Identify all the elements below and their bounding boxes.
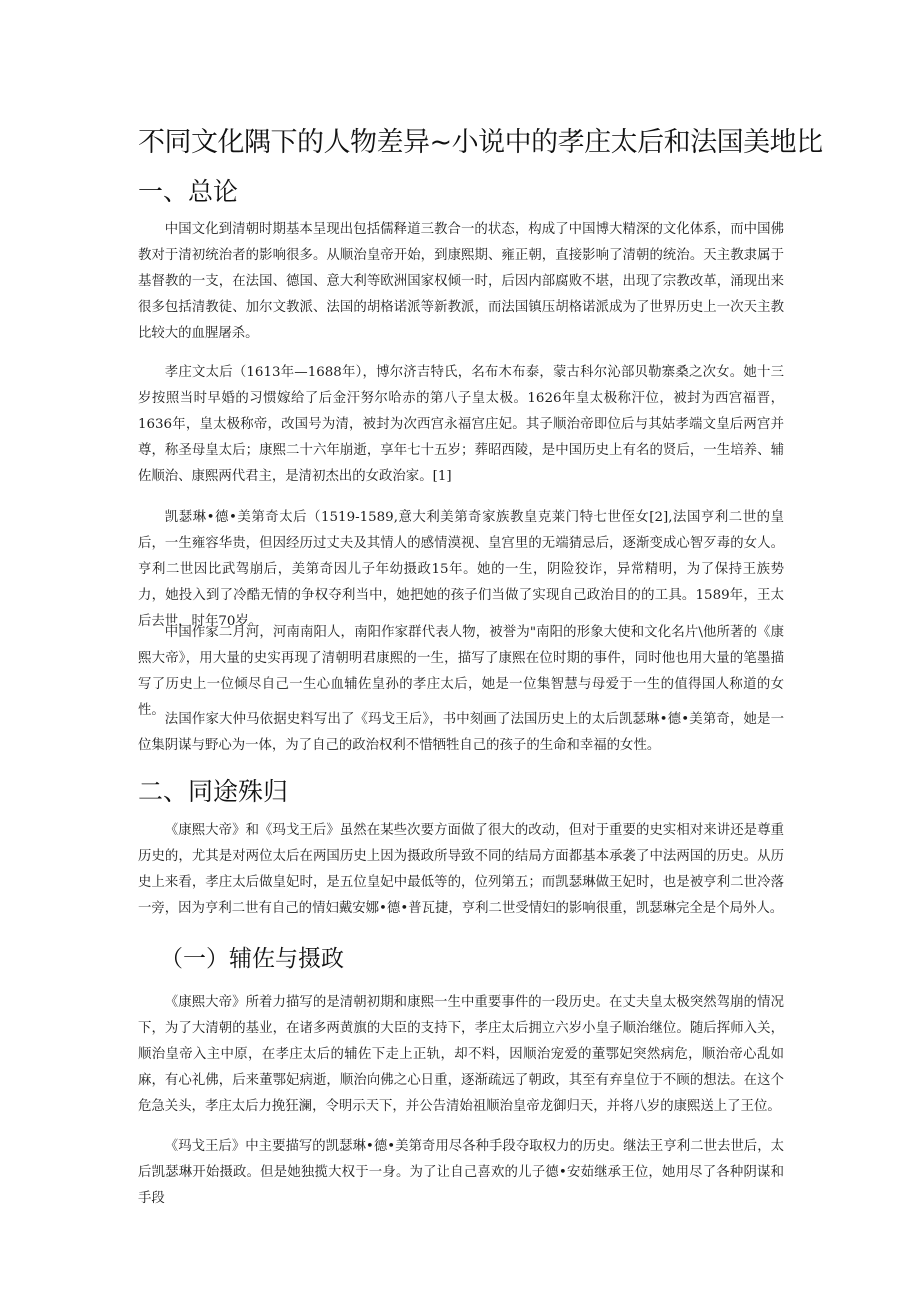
subsection-heading-regency: （一）辅佐与摄政 bbox=[160, 946, 344, 972]
paragraph-catherine-bio: 凯瑟琳•德•美第奇太后（1519-1589,意大利美第奇家族教皇克莱门特七世侄女[2],法国亨利二世的皇后，一生雍容华贵，但因经历过丈夫及其情人的感情漠视、皇宫里的无端猜忌后，逐渐变成心智歹毒的女人。亨利二世因比武驾崩后，美第奇因儿子年幼摄政15年。她的一生，阴险狡诈，异常精明，为了保持王族势力，她投入到了冷酷无情的争权夺利当中，她把她的孩子们当做了实现自己政治目的的工具。1589年，王太后去世，时年70岁。 bbox=[138, 510, 784, 629]
paragraph-margot: 《玛戈王后》中主要描写的凯瑟琳•德•美第奇用尽各种手段夺取权力的历史。继法王亨利二世去世后，太后凯瑟琳开始摄政。但是她独揽大权于一身。为了让自己喜欢的儿子德•安茹继承王位，她用尽了各种阴谋和手段 bbox=[138, 1139, 784, 1206]
section-heading-overview: 一、总论 bbox=[138, 177, 239, 206]
paragraph-culture: 中国文化到清朝时期基本呈现出包括儒释道三教合一的状态，构成了中国博大精深的文化体系，而中国佛教对于清初统治者的影响很多。从顺治皇帝开始，到康熙期、雍正朝，直接影响了清朝的统治。天主教隶属于基督教的一支，在法国、德国、意大利等欧洲国家权倾一时，后因内部腐败不堪，出现了宗教改革，涌现出来很多包括清教徒、加尔文教派、法国的胡格诺派等新教派，而法国镇压胡格诺派成为了世界历史上一次天主教比较大的血腥屠杀。 bbox=[138, 222, 784, 341]
paragraph-kangxi-dadi: 《康熙大帝》所着力描写的是清朝初期和康熙一生中重要事件的一段历史。在丈夫皇太极突然驾崩的情况下，为了大清朝的基业，在诸多两黄旗的大臣的支持下，孝庄太后拥立六岁小皇子顺治继位。随后挥师入关，顺治皇帝入主中原，在孝庄太后的辅佐下走上正轨，却不料，因顺治宠爱的董鄂妃突然病危，顺治帝心乱如麻，有心礼佛，后来董鄂妃病逝，顺治向佛之心日重，逐渐疏远了朝政，其至有弃皇位于不顾的想法。在这个危急关头，孝庄太后力挽狂澜，令明示天下，并公告清始祖顺治皇帝龙御归天，并将八岁的康熙送上了王位。 bbox=[138, 995, 784, 1114]
paragraph-comparison: 《康熙大帝》和《玛戈王后》虽然在某些次要方面做了很大的改动，但对于重要的史实相对来讲还是尊重历史的，尤其是对两位太后在两国历史上因为摄政所导致不同的结局方面都基本承袭了中法两国的历史。从历史上来看，孝庄太后做皇妃时，是五位皇妃中最低等的，位列第五；而凯瑟琳做王妃时，也是被亨利二世冷落一旁，因为亨利二世有自己的情妇戴安娜•德•普瓦捷，亨利二世受情妇的影响很重，凯瑟琳完全是个局外人。 bbox=[138, 823, 784, 916]
section-heading-same-path: 二、同途殊归 bbox=[138, 777, 289, 806]
paragraph-dumas: 法国作家大仲马依据史料写出了《玛戈王后》，书中刻画了法国历史上的太后凯瑟琳•德•美第奇，她是一位集阴谋与野心为一体，为了自己的政治权利不惜牺牲自己的孩子的生命和幸福的女性。 bbox=[138, 712, 784, 753]
document-title: 不同文化隅下的人物差异~小说中的孝庄太后和法国美地比 bbox=[138, 127, 823, 158]
paragraph-xiaozhuang-bio: 孝庄文太后（1613年—1688年），博尔济吉特氏，名布木布泰，蒙古科尔沁部贝勒寨桑之次女。她十三岁按照当时早婚的习惯嫁给了后金汗努尔哈赤的第八子皇太极。1626年皇太极称汗位，被封为西宫福晋，1636年，皇太极称帝，改国号为清，被封为次西宫永福宫庄妃。其子顺治帝即位后与其姑孝端文皇后两宫并尊，称圣母皇太后；康熙二十六年崩逝，享年七十五岁；葬昭西陵，是中国历史上有名的贤后，一生培养、辅佐顺治、康熙两代君主，是清初杰出的女政治家。[1] bbox=[138, 365, 784, 484]
paragraph-eryuehe: 中国作家二月河，河南南阳人，南阳作家群代表人物，被誉为"南阳的形象大使和文化名片\他所著的《康熙大帝》，用大量的史实再现了清朝明君康熙的一生，描写了康熙在位时期的事件，同时他也用大量的笔墨描写了历史上一位倾尽自己一生心血辅佐皇孙的孝庄太后，她是一位集智慧与母爱于一生的值得国人称道的女性。 bbox=[138, 625, 784, 718]
